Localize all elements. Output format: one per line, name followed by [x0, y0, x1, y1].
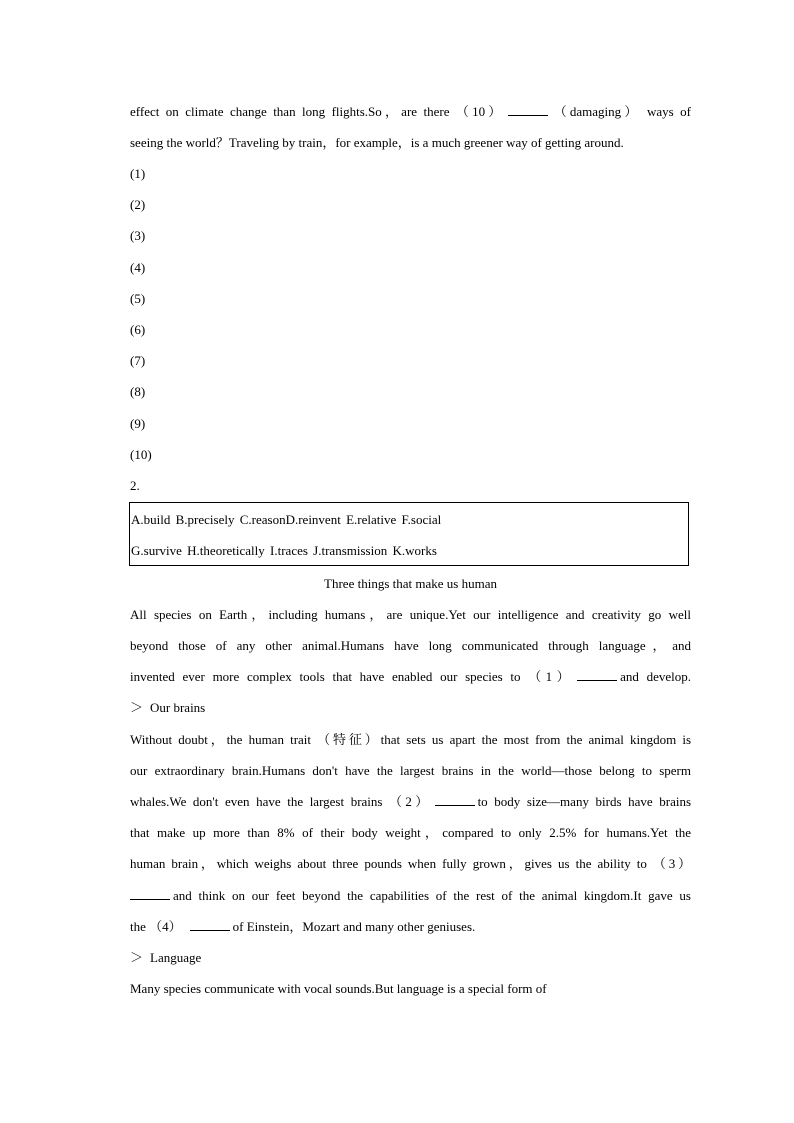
word-box — [129, 502, 689, 566]
passage2-p1-line-3-text-b: and develop. — [620, 669, 692, 684]
answer-number-2: (2) — [130, 197, 146, 212]
passage2-p2-line-7 — [130, 911, 691, 942]
word-option: I.traces — [270, 543, 308, 558]
section-heading-language — [130, 942, 691, 973]
word-option: B.precisely — [175, 512, 235, 527]
answer-number-3: (3) — [130, 228, 146, 243]
passage2-p2-line-7-text-b: of Einstein，Mozart and many other geniuses. — [232, 919, 476, 934]
passage1-line-1-text-b: （damaging） ways of — [550, 104, 692, 119]
question-number: 2. — [130, 478, 140, 493]
answer-number-10: (10) — [130, 447, 152, 462]
answer-number-7: (7) — [130, 353, 146, 368]
passage2-p2-line-3 — [130, 786, 691, 817]
word-option: C.reason — [239, 512, 286, 527]
blank-2[interactable] — [435, 793, 475, 806]
word-option: G.survive — [131, 543, 182, 558]
passage2-p1-line-3 — [130, 661, 691, 692]
passage2-p3-line-1: Many species communicate with vocal sounds.But language is a special form of — [130, 981, 547, 996]
passage2-p2-line-6-text: and think on our feet beyond the capabilities of the rest of the animal kingdom.It gave us — [173, 888, 691, 903]
word-option: E.relative — [346, 512, 397, 527]
answer-number-4: (4) — [130, 260, 146, 275]
word-option: H.theoretically — [187, 543, 265, 558]
passage2-p2-line-4: that make up more than 8% of their body weight，compared to only 2.5% for humans.Yet the — [130, 825, 691, 840]
passage2-p2-line-3-text-a: whales.We don't even have the largest brains （2） — [130, 794, 432, 809]
passage1-line-2: seeing the world？Traveling by train，for example，is a much greener way of getting around. — [130, 135, 624, 150]
blank-4[interactable] — [190, 918, 230, 931]
passage2-p2-line-2: our extraordinary brain.Humans don't have the largest brains in the world—those belong to sperm — [130, 763, 691, 778]
passage2-p2-line-1: Without doubt，the human trait （特征）that sets us apart the most from the animal kingdom is — [130, 732, 691, 747]
section-heading-text: Our brains — [150, 700, 206, 715]
passage2-p2-line-3-text-b: to body size—many birds have brains — [477, 794, 692, 809]
word-option: K.works — [392, 543, 437, 558]
passage2-p1-line-3-text-a: invented ever more complex tools that have enabled our species to （1） — [130, 669, 575, 684]
section-heading-text: Language — [150, 950, 202, 965]
chevron-right-icon: ＞ — [130, 700, 144, 715]
answer-number-6: (6) — [130, 322, 146, 337]
chevron-right-icon: ＞ — [130, 950, 144, 965]
passage-title: Three things that make us human — [324, 576, 497, 591]
answer-number-9: (9) — [130, 416, 146, 431]
word-box-row-1 — [131, 504, 441, 535]
answer-number-1: (1) — [130, 166, 146, 181]
word-option: A.build — [131, 512, 171, 527]
answer-number-5: (5) — [130, 291, 146, 306]
word-option: F.social — [401, 512, 442, 527]
word-option: D.reinvent — [285, 512, 341, 527]
passage1-line-1 — [130, 96, 691, 127]
answer-number-8: (8) — [130, 384, 146, 399]
blank-1[interactable] — [577, 668, 617, 681]
passage2-p2-line-6 — [130, 880, 691, 911]
passage2-p1-line-2: beyond those of any other animal.Humans have long communicated through language，and — [130, 638, 691, 653]
passage2-p2-line-7-text-a: the （4） — [130, 919, 182, 934]
blank-3[interactable] — [130, 887, 170, 900]
blank-10[interactable] — [508, 103, 548, 116]
word-option: J.transmission — [313, 543, 388, 558]
word-box-row-2 — [131, 535, 437, 566]
passage2-p1-line-1: All species on Earth，including humans，are unique.Yet our intelligence and creativity go well — [130, 607, 691, 622]
passage1-line-1-text-a: effect on climate change than long flights.So，are there （10） — [130, 104, 505, 119]
passage2-p2-line-5: human brain，which weighs about three pounds when fully grown，gives us the ability to （3） — [130, 856, 691, 871]
section-heading-our-brains — [130, 692, 691, 723]
